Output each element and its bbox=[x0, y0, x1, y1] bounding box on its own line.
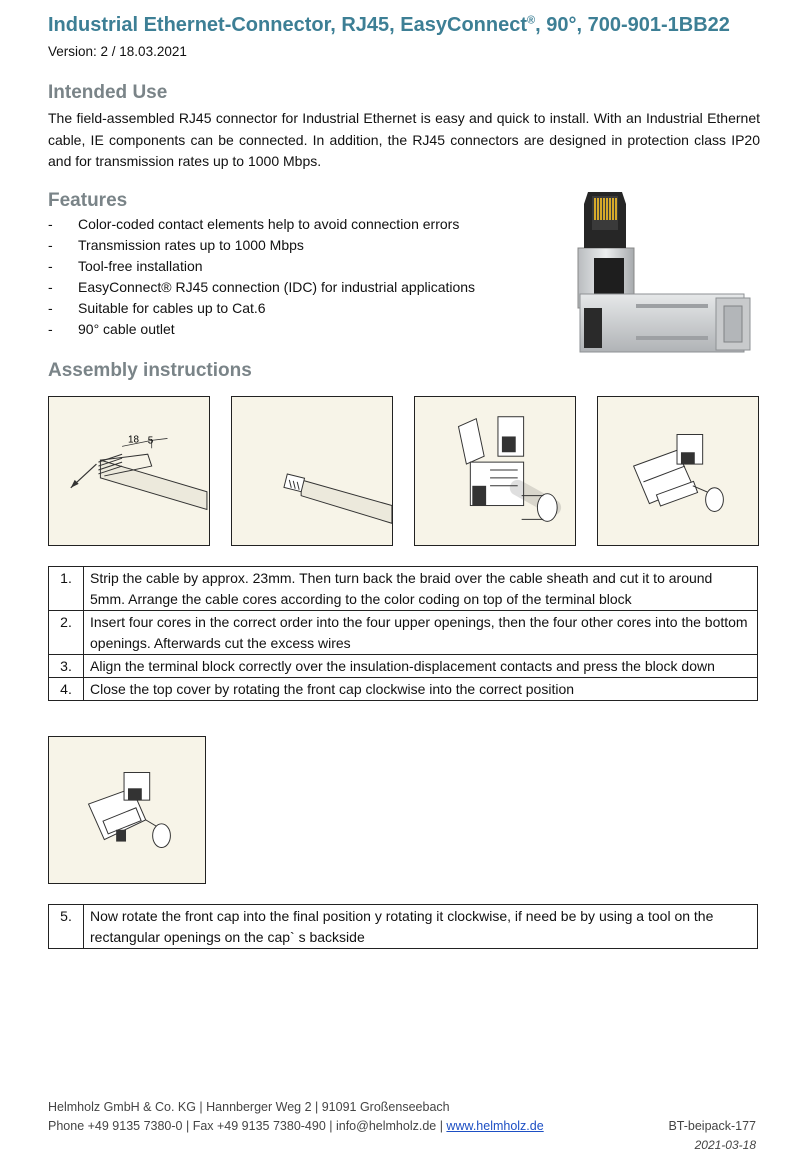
assembly-steps-table bbox=[48, 566, 758, 701]
stripped-cable-drawing bbox=[49, 397, 209, 545]
step-5-figure bbox=[48, 736, 206, 884]
table-row bbox=[49, 678, 758, 701]
document-title: Industrial Ethernet-Connector, RJ45, EasyConnect®, 90°, 700-901-1BB22 bbox=[48, 14, 730, 36]
step-number: 3. bbox=[49, 655, 84, 678]
table-row bbox=[49, 567, 758, 611]
version-info: Version: 2 / 18.03.2021 bbox=[48, 44, 187, 59]
open-connector-drawing bbox=[415, 397, 575, 545]
step-text: Now rotate the front cap into the final position y rotating it clockwise, if need be by using a tool on the rectangular openings on the cap` s backside bbox=[84, 905, 758, 949]
step-number: 5. bbox=[49, 905, 84, 949]
footer-contact: Phone +49 9135 7380-0 | Fax +49 9135 7380-490 | info@helmholz.de | www.helmholz.de bbox=[48, 1119, 544, 1133]
document-date: 2021-03-18 bbox=[694, 1138, 756, 1152]
intended-use-text: The field-assembled RJ45 connector for Industrial Ethernet is easy and quick to install. With an Industrial Ethernet cable, IE components can be connected. In addition, the RJ45 connectors are designed in protection class IP20 and for transmission rates up to 1000 Mbps. bbox=[48, 110, 760, 169]
features-heading: Features bbox=[48, 190, 128, 211]
figure-label-18: 18 bbox=[128, 434, 139, 446]
closing-cover-drawing bbox=[598, 397, 758, 545]
step-text: Insert four cores in the correct order into the four upper openings, then the four other cores into the bottom openings. Afterwards cut the excess wires bbox=[84, 611, 758, 655]
step-text: Close the top cover by rotating the front cap clockwise into the correct position bbox=[84, 678, 758, 701]
features-list bbox=[48, 214, 518, 340]
step-5-table bbox=[48, 904, 758, 949]
list-item: - Tool-free installation bbox=[48, 258, 203, 274]
document-code: BT-beipack-177 bbox=[668, 1119, 756, 1133]
final-position-drawing bbox=[49, 737, 205, 883]
table-row bbox=[49, 655, 758, 678]
table-row bbox=[49, 611, 758, 655]
list-item: - Transmission rates up to 1000 Mbps bbox=[48, 237, 304, 253]
website-link[interactable]: www.helmholz.de bbox=[446, 1119, 544, 1133]
step-3-figure bbox=[414, 396, 576, 546]
step-text: Align the terminal block correctly over the insulation-displacement contacts and press the block down bbox=[84, 655, 758, 678]
step-number: 4. bbox=[49, 678, 84, 701]
step-4-figure bbox=[597, 396, 759, 546]
step-text: Strip the cable by approx. 23mm. Then turn back the braid over the cable sheath and cut it to around 5mm. Arrange the cable cores according to the color coding on top of the terminal block bbox=[84, 567, 758, 611]
step-number: 2. bbox=[49, 611, 84, 655]
step-2-figure bbox=[231, 396, 393, 546]
footer-company: Helmholz GmbH & Co. KG | Hannberger Weg 2 | 91091 Großenseebach bbox=[48, 1100, 450, 1114]
assembly-heading: Assembly instructions bbox=[48, 360, 252, 381]
connector-photo bbox=[566, 186, 762, 356]
list-item: - Color-coded contact elements help to avoid connection errors bbox=[48, 216, 460, 232]
list-item: - 90° cable outlet bbox=[48, 321, 175, 337]
step-1-figure bbox=[48, 396, 210, 546]
list-item: - Suitable for cables up to Cat.6 bbox=[48, 300, 266, 316]
figure-label-5: 5 bbox=[147, 435, 154, 447]
step-number: 1. bbox=[49, 567, 84, 611]
intended-use-heading: Intended Use bbox=[48, 82, 168, 103]
table-row bbox=[49, 905, 758, 949]
wire-block-drawing bbox=[232, 397, 392, 545]
list-item: - EasyConnect® RJ45 connection (IDC) for industrial applications bbox=[48, 279, 476, 295]
